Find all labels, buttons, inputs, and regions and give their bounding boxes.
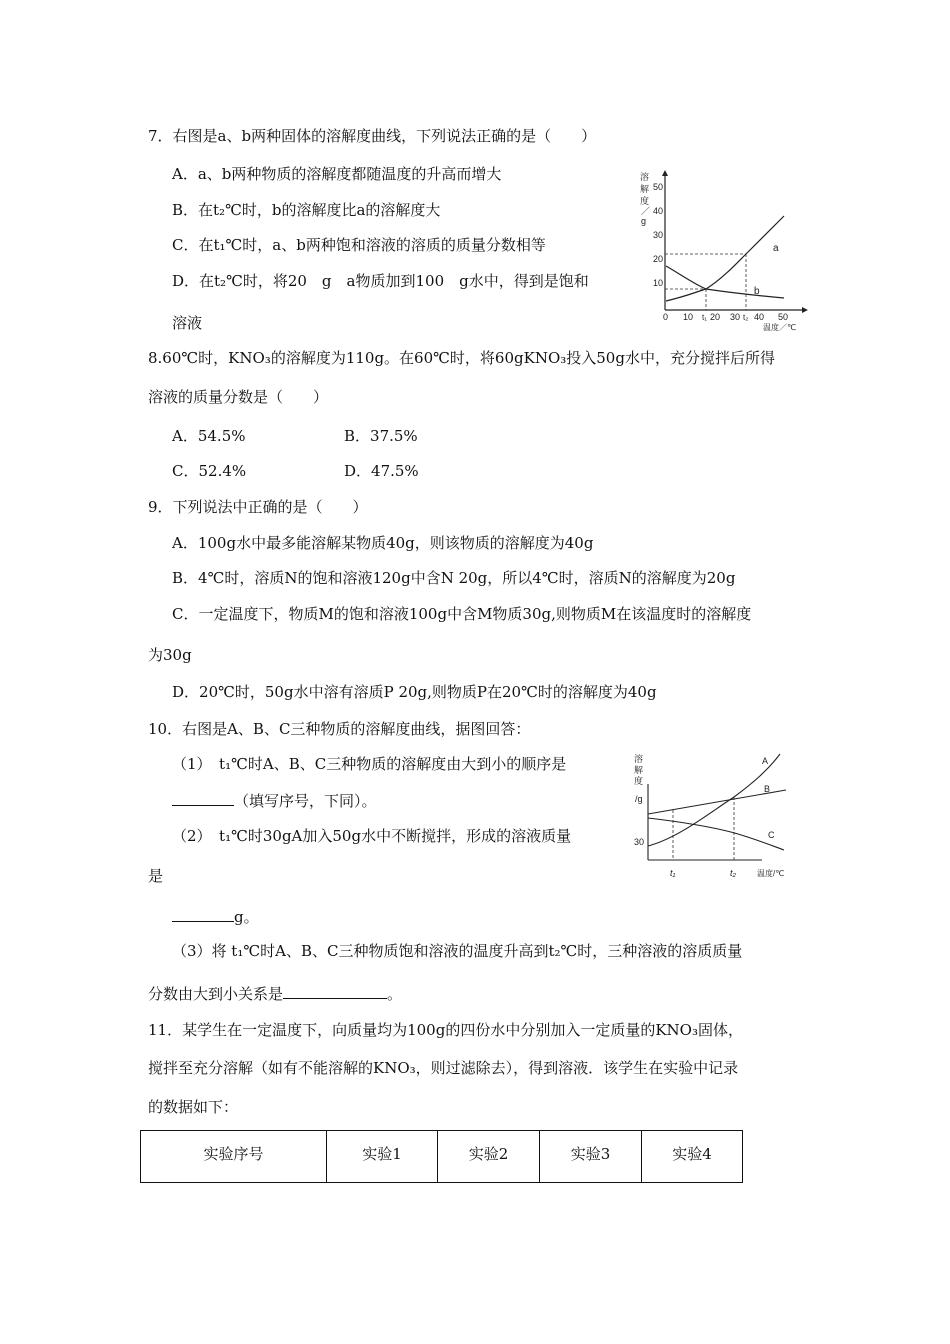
curve-a xyxy=(666,216,784,301)
q11-line1: 11．某学生在一定温度下，向质量均为100g的四份水中分别加入一定质量的KNO₃固体， xyxy=(148,1021,743,1039)
answer-blank[interactable] xyxy=(172,790,234,806)
q9-option-d: D．20℃时，50g水中溶有溶质P 20g,则物质P在20℃时的溶解度为40g xyxy=(172,683,657,701)
q8-option-a: A．54.5% xyxy=(172,427,246,445)
y-axis-arrow xyxy=(662,170,668,176)
y-axis-label-3: 度 xyxy=(640,196,650,206)
y-axis-label-3: 度 xyxy=(634,776,644,786)
y-axis-label-1: 溶 xyxy=(634,754,644,764)
q10-part3: （3）将 t₁℃时A、B、C三种物质饱和溶液的温度升高到t₂℃时，三种溶液的溶质质量 xyxy=(172,942,743,960)
curve-C xyxy=(648,818,784,850)
y-tick: 30 xyxy=(634,837,645,847)
y-tick: 20 xyxy=(653,254,664,264)
x-tick: 20 xyxy=(710,312,721,322)
x-axis-label: 温度／℃ xyxy=(763,323,796,332)
q8-option-b: B．37.5% xyxy=(344,427,418,445)
q7-option-a: A．a、b两种物质的溶解度都随温度的升高而增大 xyxy=(172,165,502,183)
q9-option-c-cont: 为30g xyxy=(148,646,192,664)
q10-part3-text: 分数由大到小关系是 xyxy=(148,985,284,1003)
answer-blank[interactable] xyxy=(172,906,234,922)
x-axis-label: 温度/℃ xyxy=(757,869,785,878)
q10-part3-end: 。 xyxy=(387,985,403,1003)
x-tick: 0 xyxy=(663,312,669,322)
q9-stem: 9．下列说法中正确的是（ ） xyxy=(148,498,368,516)
x-tick: t₂ xyxy=(743,313,749,322)
y-tick: 50 xyxy=(653,182,664,192)
solubility-chart-ab xyxy=(632,168,810,332)
q7-option-c: C．在t₁℃时，a、b两种饱和溶液的溶质的质量分数相等 xyxy=(172,236,546,254)
curve-A-label: A xyxy=(762,756,769,766)
curve-b-label: b xyxy=(754,286,760,297)
q7-stem: 7．右图是a、b两种固体的溶解度曲线，下列说法正确的是（ ） xyxy=(148,127,597,145)
q11-line3: 的数据如下： xyxy=(148,1098,239,1116)
q10-part2-answer xyxy=(172,906,259,927)
curve-a-label: a xyxy=(773,243,779,254)
q10-stem: 10．右图是A、B、C三种物质的溶解度曲线，据图回答： xyxy=(148,720,531,738)
q10-part1-note: （填写序号，下同）。 xyxy=(234,792,377,810)
y-tick: 40 xyxy=(653,206,664,216)
q8-option-c: C．52.4% xyxy=(172,462,247,480)
q8-option-d: D．47.5% xyxy=(344,462,419,480)
q11-line2: 搅拌至充分溶解（如有不能溶解的KNO₃，则过滤除去），得到溶液．该学生在实验中记录 xyxy=(148,1059,739,1077)
q10-part1-answer xyxy=(172,790,377,811)
solubility-chart-abc xyxy=(628,750,808,886)
y-axis-label-2: 解 xyxy=(634,765,644,775)
y-axis-label-4: /g xyxy=(635,794,643,804)
table-header-cell: 实验4 xyxy=(642,1131,743,1183)
q10-part1: （1） t₁℃时A、B、C三种物质的溶解度由大到小的顺序是 xyxy=(172,755,567,773)
curve-B-label: B xyxy=(764,784,771,794)
x-tick: 40 xyxy=(754,312,765,322)
q10-part2: （2） t₁℃时30gA加入50g水中不断搅拌，形成的溶液质量 xyxy=(172,827,572,845)
table-header-cell: 实验2 xyxy=(438,1131,540,1183)
x-tick: t₁ xyxy=(702,313,707,322)
x-tick: t₂ xyxy=(730,868,736,878)
table-header-cell: 实验3 xyxy=(540,1131,642,1183)
answer-blank[interactable] xyxy=(283,983,387,999)
x-tick: 30 xyxy=(730,312,741,322)
y-tick: 10 xyxy=(653,278,664,288)
q7-option-d: D．在t₂℃时，将20 g a物质加到100 g水中，得到是饱和 xyxy=(172,272,589,290)
y-axis-label-1: 溶 xyxy=(640,172,650,182)
curve-b xyxy=(666,266,784,298)
q10-part3-cont xyxy=(148,983,402,1004)
q9-option-b: B．4℃时，溶质N的饱和溶液120g中含N 20g，所以4℃时，溶质N的溶解度为20g xyxy=(172,569,736,587)
x-tick: 50 xyxy=(778,312,789,322)
y-tick: 30 xyxy=(653,230,664,240)
y-axis-label-5: g xyxy=(641,216,647,226)
curve-A xyxy=(648,754,780,846)
q7-option-d-cont: 溶液 xyxy=(172,314,203,332)
x-tick: t₁ xyxy=(670,868,676,878)
q8-line1: 8.60℃时，KNO₃的溶解度为110g。在60℃时，将60gKNO₃投入50g水中，充分搅拌后所得 xyxy=(148,349,775,367)
q9-option-a: A．100g水中最多能溶解某物质40g，则该物质的溶解度为40g xyxy=(172,534,594,552)
curve-C-label: C xyxy=(768,830,775,840)
table-row xyxy=(141,1131,743,1183)
table-header-cell: 实验序号 xyxy=(141,1131,327,1183)
q10-part2-cont: 是 xyxy=(148,867,164,885)
x-axis-arrow xyxy=(802,307,808,313)
q10-part2-unit: g。 xyxy=(234,908,259,926)
table-header-cell: 实验1 xyxy=(327,1131,438,1183)
y-axis-label-4: ／ xyxy=(641,206,651,216)
x-tick: 10 xyxy=(683,312,694,322)
y-axis-label-2: 解 xyxy=(640,184,650,194)
q9-option-c: C．一定温度下，物质M的饱和溶液100g中含M物质30g,则物质M在该温度时的溶解度 xyxy=(172,605,752,623)
experiment-table xyxy=(140,1130,743,1183)
q7-option-b: B．在t₂℃时，b的溶解度比a的溶解度大 xyxy=(172,201,441,219)
q8-line2: 溶液的质量分数是（ ） xyxy=(148,388,329,406)
